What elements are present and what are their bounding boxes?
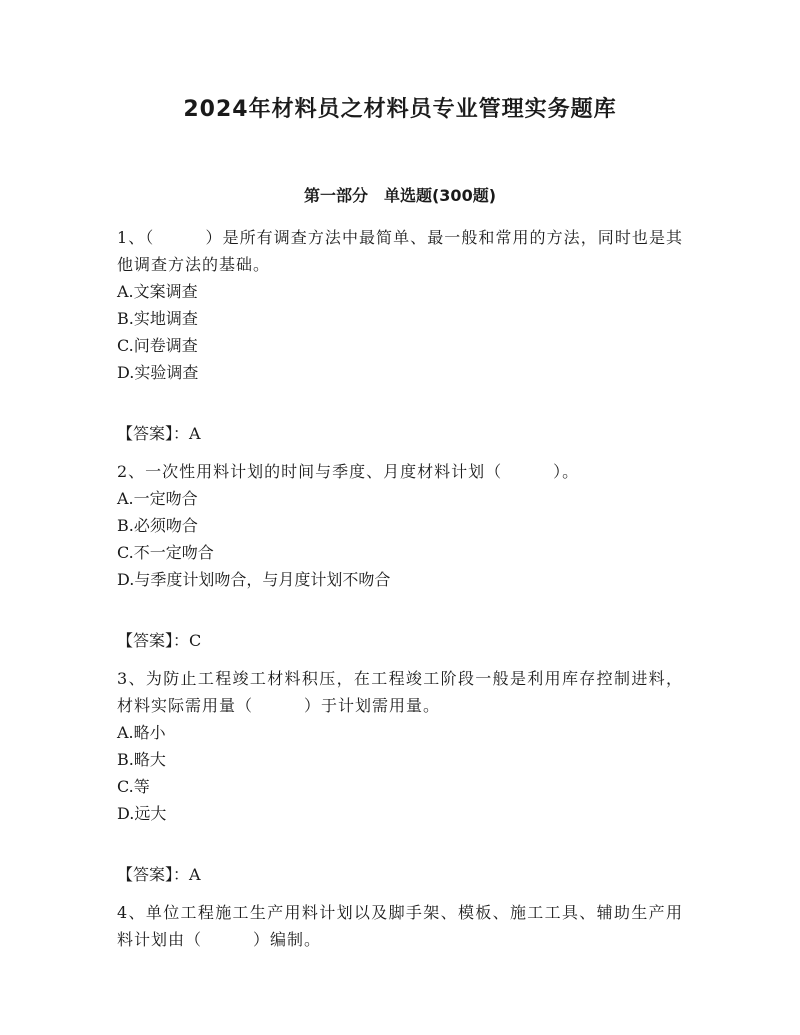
option-a: A.文案调查 bbox=[117, 282, 198, 301]
section-heading: 第一部分 单选题(300题) bbox=[303, 186, 497, 205]
question-list bbox=[117, 224, 683, 953]
option-a: A.一定吻合 bbox=[117, 489, 198, 508]
option-c: C.不一定吻合 bbox=[117, 543, 214, 562]
answer-line: 【答案】：A bbox=[117, 865, 201, 884]
option-c: C.问卷调查 bbox=[117, 336, 198, 355]
option-d: D.实验调查 bbox=[117, 363, 199, 382]
question-3 bbox=[117, 665, 683, 888]
question-stem: 3、为防止工程竣工材料积压，在工程竣工阶段一般是利用库存控制进料，材料实际需用量（ ）于计划需用量。 bbox=[117, 669, 683, 715]
question-stem: 1、（ ）是所有调查方法中最简单、最一般和常用的方法，同时也是其他调查方法的基础。 bbox=[117, 228, 683, 274]
question-4 bbox=[117, 899, 683, 953]
option-d: D.远大 bbox=[117, 804, 167, 823]
question-stem: 2、一次性用料计划的时间与季度、月度材料计划（ ）。 bbox=[117, 462, 580, 481]
question-1 bbox=[117, 224, 683, 447]
option-b: B.略大 bbox=[117, 750, 166, 769]
option-b: B.必须吻合 bbox=[117, 516, 198, 535]
answer-line: 【答案】：A bbox=[117, 424, 201, 443]
answer-line: 【答案】：C bbox=[117, 631, 202, 650]
document-title: 2024年材料员之材料员专业管理实务题库 bbox=[183, 97, 617, 122]
option-d: D.与季度计划吻合，与月度计划不吻合 bbox=[117, 570, 391, 589]
option-a: A.略小 bbox=[117, 723, 166, 742]
question-2 bbox=[117, 458, 683, 654]
option-c: C.等 bbox=[117, 777, 150, 796]
option-b: B.实地调查 bbox=[117, 309, 198, 328]
question-stem: 4、单位工程施工生产用料计划以及脚手架、模板、施工工具、辅助生产用料计划由（ ）编制。 bbox=[117, 903, 683, 949]
